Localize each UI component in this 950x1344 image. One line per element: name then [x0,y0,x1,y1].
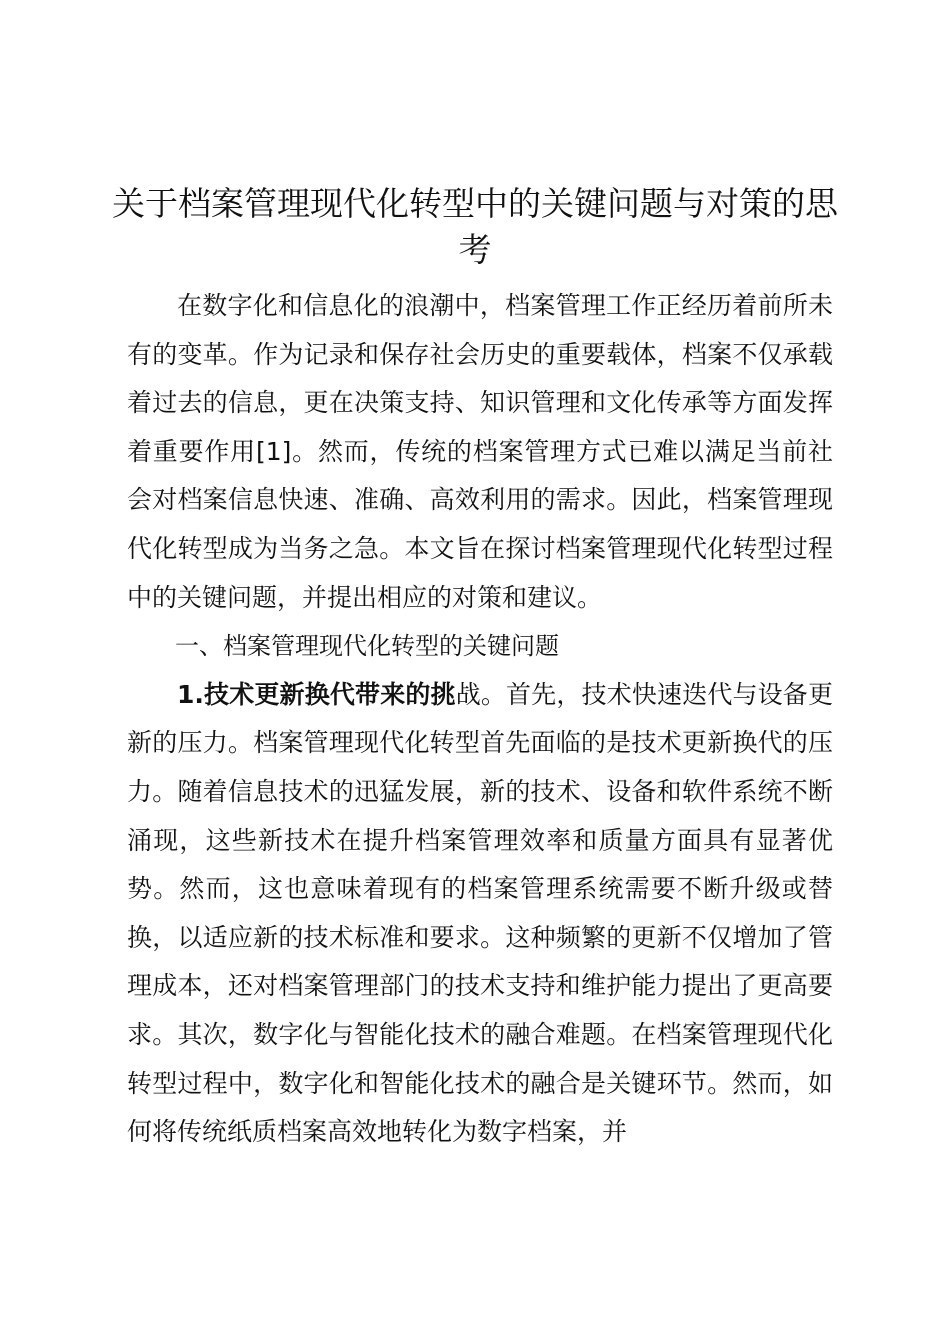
document-body [127,282,833,1157]
item-paragraph [127,671,833,1157]
section-heading: 一、档案管理现代化转型的关键问题 [175,632,559,661]
item-body: 战。首先，技术快速迭代与设备更新的压力。档案管理现代化转型首先面临的是技术更新换代的压力。随着信息技术的迅猛发展，新的技术、设备和软件系统不断涌现，这些新技术在提升档案管理效率和质量方面具有显著优势。然而，这也意味着现有的档案管理系统需要不断升级或替换，以适应新的技术标准和要求。这种频繁的更新不仅增加了管理成本，还对档案管理部门的技术支持和维护能力提出了更高要求。其次，数字化与智能化技术的融合难题。在档案管理现代化转型过程中，数字化和智能化技术的融合是关键环节。然而，如何将传统纸质档案高效地转化为数字档案，并 [127,679,833,1147]
item-lead: 1.技术更新换代带来的挑 [177,679,456,709]
intro-paragraph: 在数字化和信息化的浪潮中，档案管理工作正经历着前所未有的变革。作为记录和保存社会历史的重要载体，档案不仅承载着过去的信息，更在决策支持、知识管理和文化传承等方面发挥着重要作用[1]。然而，传统的档案管理方式已难以满足当前社会对档案信息快速、准确、高效利用的需求。因此，档案管理现代化转型成为当务之急。本文旨在探讨档案管理现代化转型过程中的关键问题，并提出相应的对策和建议。 [127,291,833,612]
document-title: 关于档案管理现代化转型中的关键问题与对策的思考 [112,184,838,269]
